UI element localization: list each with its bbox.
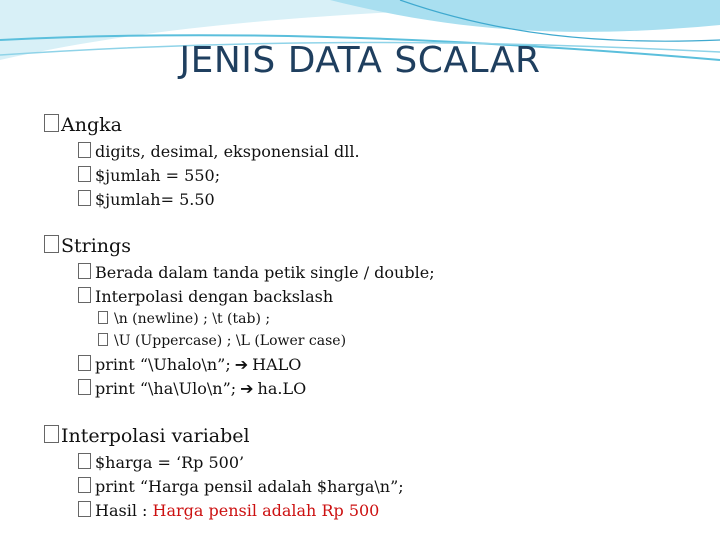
list-item: $harga = ‘Rp 500’ <box>78 453 244 472</box>
bullet-icon <box>78 166 91 182</box>
section-strings <box>44 235 131 257</box>
bullet-icon <box>78 355 91 371</box>
bullet-icon <box>44 114 59 132</box>
list-item: $jumlah = 550; <box>78 166 220 185</box>
sub-list-item: \n (newline) ; \t (tab) ; <box>98 311 270 327</box>
bullet-icon <box>78 287 91 303</box>
list-item: print “\Uhalo\n”; ➔ HALO <box>78 355 301 374</box>
right-arrow-icon: ➔ <box>234 355 249 374</box>
slide-title: JENIS DATA SCALAR <box>179 40 541 81</box>
section-heading: Interpolasi variabel <box>61 425 250 447</box>
section-heading: Angka <box>61 114 122 136</box>
bullet-icon <box>98 311 108 324</box>
list-item: print “Harga pensil adalah $harga\n”; <box>78 477 404 496</box>
section-heading: Strings <box>61 235 131 257</box>
result-text: Harga pensil adalah Rp 500 <box>152 501 380 520</box>
bullet-icon <box>78 379 91 395</box>
bullet-icon <box>98 333 108 346</box>
list-item: $jumlah= 5.50 <box>78 190 215 209</box>
bullet-icon <box>78 190 91 206</box>
section-angka <box>44 114 122 136</box>
right-arrow-icon: ➔ <box>240 379 254 398</box>
list-item: digits, desimal, eksponensial dll. <box>78 142 360 161</box>
section-interpolasi-variabel <box>44 425 250 447</box>
list-item: Berada dalam tanda petik single / double; <box>78 263 435 282</box>
bullet-icon <box>44 235 59 253</box>
list-item: Hasil : Harga pensil adalah Rp 500 <box>78 501 379 520</box>
list-item: Interpolasi dengan backslash <box>78 287 333 306</box>
bullet-icon <box>44 425 59 443</box>
bullet-icon <box>78 477 91 493</box>
bullet-icon <box>78 501 91 517</box>
sub-list-item: \U (Uppercase) ; \L (Lower case) <box>98 333 346 349</box>
list-item: print “\ha\Ulo\n”; ➔ ha.LO <box>78 379 306 398</box>
bullet-icon <box>78 453 91 469</box>
bullet-icon <box>78 263 91 279</box>
bullet-icon <box>78 142 91 158</box>
